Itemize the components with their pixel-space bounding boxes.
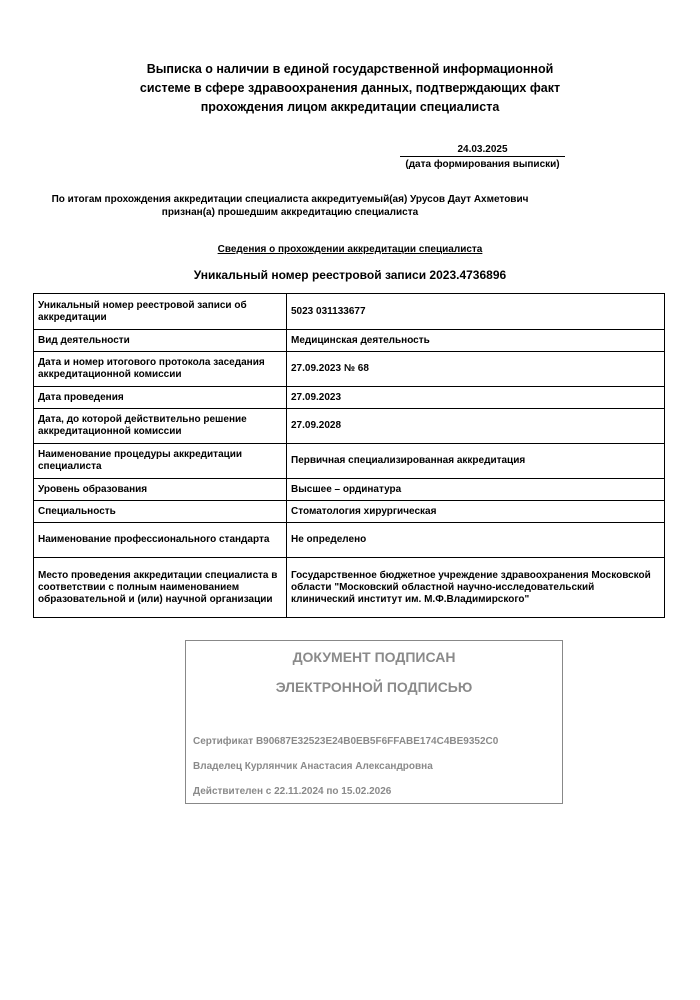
title-line: Выписка о наличии в единой государственной информационной <box>146 62 554 76</box>
row-label: Дата и номер итогового протокола заседания аккредитационной комиссии <box>34 352 287 387</box>
row-label: Уникальный номер реестровой записи об аккредитации <box>34 294 287 330</box>
row-value: Первичная специализированная аккредитация <box>287 444 665 479</box>
table-row <box>34 330 665 352</box>
row-label: Наименование процедуры аккредитации специалиста <box>34 444 287 479</box>
row-value: Не определено <box>287 523 665 558</box>
statement-line: По итогам прохождения аккредитации специалиста аккредитуемый(ая) Урусов Даут Ахметович <box>51 194 529 205</box>
row-label: Вид деятельности <box>34 330 287 352</box>
row-value: Стоматология хирургическая <box>287 501 665 523</box>
signature-title-line2: ЭЛЕКТРОННОЙ ПОДПИСЬЮ <box>275 679 473 695</box>
table-row <box>34 501 665 523</box>
row-label: Место проведения аккредитации специалиста в соответствии с полным наименованием образовательной и (или) научной организации <box>34 558 287 618</box>
row-label: Дата проведения <box>34 387 287 409</box>
row-value: Медицинская деятельность <box>287 330 665 352</box>
signature-certificate: Сертификат B90687E32523E24B0EB5F6FFABE174C4BE9352C0 <box>193 736 499 747</box>
electronic-signature-stamp <box>185 640 563 804</box>
accreditation-details-table <box>33 293 665 618</box>
row-value: 5023 031133677 <box>287 294 665 330</box>
row-label: Специальность <box>34 501 287 523</box>
row-label: Уровень образования <box>34 479 287 501</box>
table-row <box>34 558 665 618</box>
formation-date-block <box>400 144 565 170</box>
formation-date-caption: (дата формирования выписки) <box>405 159 560 170</box>
table-row <box>34 294 665 330</box>
registry-number-title: Уникальный номер реестровой записи 2023.4736896 <box>193 268 507 282</box>
table-row <box>34 523 665 558</box>
signature-owner: Владелец Курлянчик Анастасия Александровна <box>193 761 433 772</box>
section-header: Сведения о прохождении аккредитации специалиста <box>217 244 483 255</box>
row-value: Высшее – ординатура <box>287 479 665 501</box>
row-value: 27.09.2028 <box>287 409 665 444</box>
statement-line: признан(а) прошедшим аккредитацию специалиста <box>161 207 419 218</box>
table-row <box>34 479 665 501</box>
row-value: 27.09.2023 № 68 <box>287 352 665 387</box>
row-label: Наименование профессионального стандарта <box>34 523 287 558</box>
signature-validity: Действителен с 22.11.2024 по 15.02.2026 <box>193 786 392 797</box>
table-row <box>34 387 665 409</box>
title-line: прохождения лицом аккредитации специалиста <box>200 100 500 114</box>
table-row <box>34 352 665 387</box>
formation-date: 24.03.2025 <box>400 144 565 157</box>
document-title <box>120 60 580 117</box>
table-row <box>34 409 665 444</box>
row-value: Государственное бюджетное учреждение здравоохранения Московской области "Московский областной научно-исследовательский клинический институт им. М.Ф.Владимирского" <box>287 558 665 618</box>
signature-title-line1: ДОКУМЕНТ ПОДПИСАН <box>292 649 456 665</box>
row-value: 27.09.2023 <box>287 387 665 409</box>
row-label: Дата, до которой действительно решение аккредитационной комиссии <box>34 409 287 444</box>
table-row <box>34 444 665 479</box>
accreditation-statement <box>20 193 560 219</box>
title-line: системе в сфере здравоохранения данных, подтверждающих факт <box>139 81 561 95</box>
